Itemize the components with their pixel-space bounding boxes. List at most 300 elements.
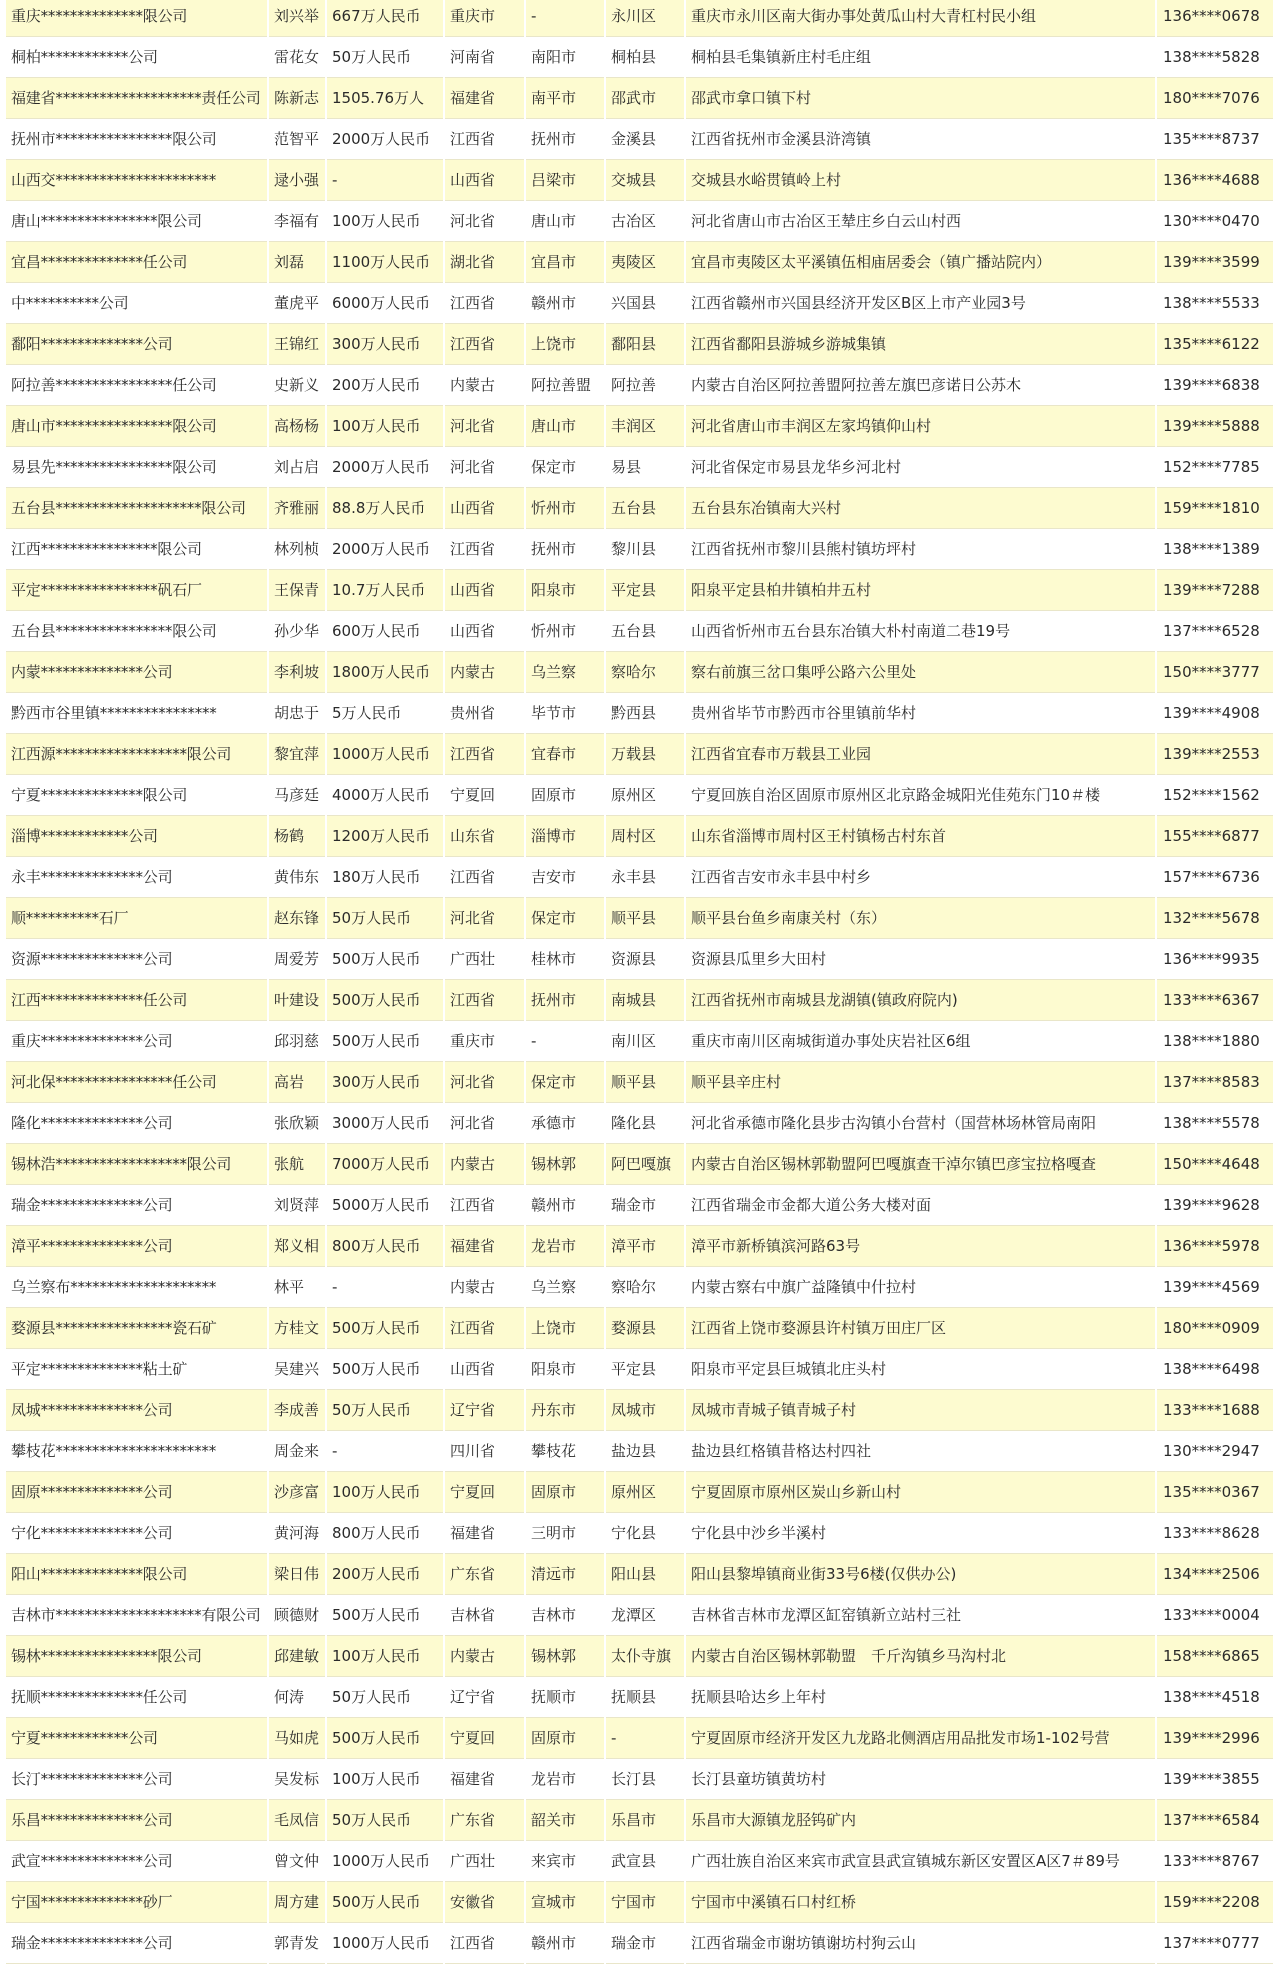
phone-cell: 138****4518 [1156, 1677, 1274, 1718]
province-cell: 贵州省 [444, 693, 525, 734]
province-cell: 江西省 [444, 980, 525, 1021]
registered-capital-cell: 667万人民币 [326, 0, 444, 37]
registered-capital-cell: 6000万人民币 [326, 283, 444, 324]
table-row [6, 1431, 1274, 1472]
company-name-cell: 五台县****************限公司 [6, 611, 268, 652]
address-cell: 盐边县红格镇昔格达村四社 [685, 1431, 1156, 1472]
district-cell: 漳平市 [605, 1226, 685, 1267]
legal-rep-cell: 曾文仲 [268, 1841, 326, 1882]
legal-rep-cell: 马如虎 [268, 1718, 326, 1759]
company-name-cell: 锡林浩******************限公司 [6, 1144, 268, 1185]
table-row [6, 1185, 1274, 1226]
table-row [6, 324, 1274, 365]
address-cell: 桐柏县毛集镇新庄村毛庄组 [685, 37, 1156, 78]
registered-capital-cell: 2000万人民币 [326, 529, 444, 570]
registered-capital-cell: 50万人民币 [326, 1800, 444, 1841]
phone-cell: 150****3777 [1156, 652, 1274, 693]
phone-cell: 150****4648 [1156, 1144, 1274, 1185]
province-cell: 江西省 [444, 529, 525, 570]
province-cell: 内蒙古 [444, 652, 525, 693]
legal-rep-cell: 林平 [268, 1267, 326, 1308]
registered-capital-cell: 500万人民币 [326, 1718, 444, 1759]
legal-rep-cell: 逯小强 [268, 160, 326, 201]
province-cell: 内蒙古 [444, 1144, 525, 1185]
phone-cell: 138****6498 [1156, 1349, 1274, 1390]
company-name-cell: 永丰**************公司 [6, 857, 268, 898]
company-name-cell: 乌兰察布******************** [6, 1267, 268, 1308]
legal-rep-cell: 刘磊 [268, 242, 326, 283]
legal-rep-cell: 高岩 [268, 1062, 326, 1103]
table-row [6, 37, 1274, 78]
registered-capital-cell: 1000万人民币 [326, 1841, 444, 1882]
phone-cell: 130****2947 [1156, 1431, 1274, 1472]
district-cell: 丰润区 [605, 406, 685, 447]
district-cell: 乐昌市 [605, 1800, 685, 1841]
phone-cell: 158****6865 [1156, 1636, 1274, 1677]
province-cell: 福建省 [444, 1759, 525, 1800]
province-cell: 江西省 [444, 324, 525, 365]
legal-rep-cell: 黄伟东 [268, 857, 326, 898]
registered-capital-cell: 50万人民币 [326, 37, 444, 78]
company-name-cell: 长汀**************公司 [6, 1759, 268, 1800]
company-name-cell: 平定**************粘土矿 [6, 1349, 268, 1390]
district-cell: 夷陵区 [605, 242, 685, 283]
legal-rep-cell: 郑义相 [268, 1226, 326, 1267]
address-cell: 内蒙古自治区锡林郭勒盟阿巴嘎旗查干淖尔镇巴彦宝拉格嘎查 [685, 1144, 1156, 1185]
district-cell: 永川区 [605, 0, 685, 37]
registered-capital-cell: 50万人民币 [326, 898, 444, 939]
legal-rep-cell: 史新义 [268, 365, 326, 406]
city-cell: 保定市 [525, 447, 605, 488]
registered-capital-cell: 500万人民币 [326, 1882, 444, 1923]
city-cell: 抚州市 [525, 119, 605, 160]
legal-rep-cell: 周金来 [268, 1431, 326, 1472]
address-cell: 阳山县黎埠镇商业街33号6楼(仅供办公) [685, 1554, 1156, 1595]
city-cell: 唐山市 [525, 201, 605, 242]
phone-cell: 133****8767 [1156, 1841, 1274, 1882]
district-cell: 黔西县 [605, 693, 685, 734]
legal-rep-cell: 齐雅丽 [268, 488, 326, 529]
city-cell: 抚州市 [525, 529, 605, 570]
registered-capital-cell: 300万人民币 [326, 1062, 444, 1103]
province-cell: 福建省 [444, 1226, 525, 1267]
company-name-cell: 抚州市****************限公司 [6, 119, 268, 160]
province-cell: 河北省 [444, 1062, 525, 1103]
company-name-cell: 山西交********************** [6, 160, 268, 201]
city-cell: 南阳市 [525, 37, 605, 78]
phone-cell: 139****3599 [1156, 242, 1274, 283]
province-cell: 四川省 [444, 1431, 525, 1472]
company-name-cell: 宜昌**************任公司 [6, 242, 268, 283]
address-cell: 宁夏回族自治区固原市原州区北京路金城阳光佳苑东门10＃楼 [685, 775, 1156, 816]
address-cell: 察右前旗三岔口集呼公路六公里处 [685, 652, 1156, 693]
district-cell: 婺源县 [605, 1308, 685, 1349]
company-name-cell: 瑞金**************公司 [6, 1923, 268, 1964]
registered-capital-cell: 1505.76万人 [326, 78, 444, 119]
address-cell: 宜昌市夷陵区太平溪镇伍相庙居委会（镇广播站院内） [685, 242, 1156, 283]
address-cell: 乐昌市大源镇龙胫钨矿内 [685, 1800, 1156, 1841]
city-cell: 宜春市 [525, 734, 605, 775]
legal-rep-cell: 毛凤信 [268, 1800, 326, 1841]
district-cell: 平定县 [605, 1349, 685, 1390]
city-cell: 桂林市 [525, 939, 605, 980]
company-name-cell: 攀枝花********************** [6, 1431, 268, 1472]
phone-cell: 136****4688 [1156, 160, 1274, 201]
address-cell: 河北省唐山市丰润区左家坞镇仰山村 [685, 406, 1156, 447]
address-cell: 江西省上饶市婺源县许村镇万田庄厂区 [685, 1308, 1156, 1349]
registered-capital-cell: 200万人民币 [326, 365, 444, 406]
address-cell: 重庆市永川区南大街办事处黄瓜山村大青杠村民小组 [685, 0, 1156, 37]
city-cell: 吕梁市 [525, 160, 605, 201]
table-row [6, 939, 1274, 980]
legal-rep-cell: 王保青 [268, 570, 326, 611]
registered-capital-cell: 500万人民币 [326, 939, 444, 980]
province-cell: 宁夏回 [444, 1718, 525, 1759]
legal-rep-cell: 吴建兴 [268, 1349, 326, 1390]
registered-capital-cell: 5万人民币 [326, 693, 444, 734]
city-cell: 赣州市 [525, 1923, 605, 1964]
address-cell: 内蒙古自治区锡林郭勒盟 千斤沟镇乡马沟村北 [685, 1636, 1156, 1677]
legal-rep-cell: 马彦廷 [268, 775, 326, 816]
province-cell: 山东省 [444, 816, 525, 857]
address-cell: 阳泉平定县柏井镇柏井五村 [685, 570, 1156, 611]
table-row [6, 1144, 1274, 1185]
company-name-cell: 内蒙**************公司 [6, 652, 268, 693]
address-cell: 交城县水峪贯镇岭上村 [685, 160, 1156, 201]
registered-capital-cell: 5000万人民币 [326, 1185, 444, 1226]
company-name-cell: 乐昌**************公司 [6, 1800, 268, 1841]
registered-capital-cell: 500万人民币 [326, 1021, 444, 1062]
table-row [6, 1759, 1274, 1800]
company-name-cell: 桐柏************公司 [6, 37, 268, 78]
city-cell: 三明市 [525, 1513, 605, 1554]
phone-cell: 137****6528 [1156, 611, 1274, 652]
province-cell: 河南省 [444, 37, 525, 78]
table-row [6, 1226, 1274, 1267]
district-cell: - [605, 1718, 685, 1759]
district-cell: 宁化县 [605, 1513, 685, 1554]
district-cell: 凤城市 [605, 1390, 685, 1431]
address-cell: 江西省瑞金市金都大道公务大楼对面 [685, 1185, 1156, 1226]
city-cell: 阿拉善盟 [525, 365, 605, 406]
company-name-cell: 婺源县****************瓷石矿 [6, 1308, 268, 1349]
phone-cell: 139****4569 [1156, 1267, 1274, 1308]
phone-cell: 138****5578 [1156, 1103, 1274, 1144]
legal-rep-cell: 杨鹤 [268, 816, 326, 857]
district-cell: 黎川县 [605, 529, 685, 570]
province-cell: 河北省 [444, 406, 525, 447]
company-name-cell: 宁夏**************限公司 [6, 775, 268, 816]
company-name-cell: 固原**************公司 [6, 1472, 268, 1513]
registered-capital-cell: 1000万人民币 [326, 734, 444, 775]
province-cell: 山西省 [444, 488, 525, 529]
company-name-cell: 江西源******************限公司 [6, 734, 268, 775]
province-cell: 山西省 [444, 611, 525, 652]
city-cell: 攀枝花 [525, 1431, 605, 1472]
address-cell: 宁国市中溪镇石口村红桥 [685, 1882, 1156, 1923]
table-row [6, 1841, 1274, 1882]
registered-capital-cell: 100万人民币 [326, 1636, 444, 1677]
registered-capital-cell: 3000万人民币 [326, 1103, 444, 1144]
address-cell: 河北省保定市易县龙华乡河北村 [685, 447, 1156, 488]
city-cell: 清远市 [525, 1554, 605, 1595]
address-cell: 凤城市青城子镇青城子村 [685, 1390, 1156, 1431]
table-body [6, 0, 1274, 1964]
table-row [6, 1513, 1274, 1554]
legal-rep-cell: 孙少华 [268, 611, 326, 652]
address-cell: 江西省抚州市南城县龙湖镇(镇政府院内) [685, 980, 1156, 1021]
city-cell: 唐山市 [525, 406, 605, 447]
district-cell: 交城县 [605, 160, 685, 201]
district-cell: 桐柏县 [605, 37, 685, 78]
city-cell: 阳泉市 [525, 570, 605, 611]
address-cell: 顺平县辛庄村 [685, 1062, 1156, 1103]
phone-cell: 139****5888 [1156, 406, 1274, 447]
table-row [6, 1062, 1274, 1103]
table-row [6, 1636, 1274, 1677]
address-cell: 顺平县台鱼乡南康关村（东） [685, 898, 1156, 939]
legal-rep-cell: 叶建设 [268, 980, 326, 1021]
phone-cell: 152****1562 [1156, 775, 1274, 816]
company-name-cell: 宁国**************砂厂 [6, 1882, 268, 1923]
table-row [6, 0, 1274, 37]
legal-rep-cell: 沙彦富 [268, 1472, 326, 1513]
legal-rep-cell: 郭青发 [268, 1923, 326, 1964]
legal-rep-cell: 高杨杨 [268, 406, 326, 447]
table-row [6, 447, 1274, 488]
address-cell: 重庆市南川区南城街道办事处庆岩社区6组 [685, 1021, 1156, 1062]
city-cell: 锡林郭 [525, 1636, 605, 1677]
company-name-cell: 淄博************公司 [6, 816, 268, 857]
province-cell: 江西省 [444, 857, 525, 898]
registered-capital-cell: 50万人民币 [326, 1677, 444, 1718]
district-cell: 南川区 [605, 1021, 685, 1062]
registered-capital-cell: 1800万人民币 [326, 652, 444, 693]
legal-rep-cell: 吴发标 [268, 1759, 326, 1800]
phone-cell: 133****1688 [1156, 1390, 1274, 1431]
legal-rep-cell: 方桂文 [268, 1308, 326, 1349]
table-row [6, 898, 1274, 939]
phone-cell: 139****9628 [1156, 1185, 1274, 1226]
city-cell: 吉安市 [525, 857, 605, 898]
address-cell: 宁夏固原市原州区炭山乡新山村 [685, 1472, 1156, 1513]
phone-cell: 139****7288 [1156, 570, 1274, 611]
company-name-cell: 重庆**************限公司 [6, 0, 268, 37]
district-cell: 周村区 [605, 816, 685, 857]
city-cell: 宣城市 [525, 1882, 605, 1923]
company-name-cell: 五台县********************限公司 [6, 488, 268, 529]
legal-rep-cell: 黄河海 [268, 1513, 326, 1554]
table-row [6, 1390, 1274, 1431]
district-cell: 资源县 [605, 939, 685, 980]
company-name-cell: 鄱阳**************公司 [6, 324, 268, 365]
registered-capital-cell: 600万人民币 [326, 611, 444, 652]
address-cell: 江西省鄱阳县游城乡游城集镇 [685, 324, 1156, 365]
district-cell: 易县 [605, 447, 685, 488]
city-cell: 上饶市 [525, 324, 605, 365]
registered-capital-cell: 500万人民币 [326, 1349, 444, 1390]
legal-rep-cell: 林列桢 [268, 529, 326, 570]
table-row [6, 652, 1274, 693]
district-cell: 抚顺县 [605, 1677, 685, 1718]
registered-capital-cell: 800万人民币 [326, 1226, 444, 1267]
district-cell: 五台县 [605, 611, 685, 652]
district-cell: 察哈尔 [605, 1267, 685, 1308]
province-cell: 江西省 [444, 283, 525, 324]
district-cell: 原州区 [605, 1472, 685, 1513]
registered-capital-cell: 800万人民币 [326, 1513, 444, 1554]
province-cell: 内蒙古 [444, 1267, 525, 1308]
company-name-cell: 唐山市****************限公司 [6, 406, 268, 447]
phone-cell: 139****2996 [1156, 1718, 1274, 1759]
registered-capital-cell: 50万人民币 [326, 1390, 444, 1431]
registered-capital-cell: 4000万人民币 [326, 775, 444, 816]
phone-cell: 136****9935 [1156, 939, 1274, 980]
registered-capital-cell: 100万人民币 [326, 201, 444, 242]
province-cell: 福建省 [444, 1513, 525, 1554]
table-row [6, 1595, 1274, 1636]
district-cell: 鄱阳县 [605, 324, 685, 365]
registered-capital-cell: 200万人民币 [326, 1554, 444, 1595]
district-cell: 平定县 [605, 570, 685, 611]
city-cell: 抚州市 [525, 980, 605, 1021]
table-row [6, 1308, 1274, 1349]
district-cell: 顺平县 [605, 898, 685, 939]
company-name-cell: 吉林市********************有限公司 [6, 1595, 268, 1636]
district-cell: 古冶区 [605, 201, 685, 242]
city-cell: 淄博市 [525, 816, 605, 857]
address-cell: 江西省赣州市兴国县经济开发区B区上市产业园3号 [685, 283, 1156, 324]
legal-rep-cell: 胡忠于 [268, 693, 326, 734]
phone-cell: 138****1389 [1156, 529, 1274, 570]
company-name-cell: 中**********公司 [6, 283, 268, 324]
province-cell: 山西省 [444, 570, 525, 611]
province-cell: 宁夏回 [444, 1472, 525, 1513]
company-name-cell: 黔西市谷里镇**************** [6, 693, 268, 734]
table-row [6, 201, 1274, 242]
table-row [6, 1554, 1274, 1595]
province-cell: 内蒙古 [444, 365, 525, 406]
district-cell: 南城县 [605, 980, 685, 1021]
province-cell: 福建省 [444, 78, 525, 119]
phone-cell: 135****6122 [1156, 324, 1274, 365]
table-row [6, 488, 1274, 529]
city-cell: - [525, 0, 605, 37]
address-cell: 江西省宜春市万载县工业园 [685, 734, 1156, 775]
phone-cell: 136****5978 [1156, 1226, 1274, 1267]
registered-capital-cell: 1200万人民币 [326, 816, 444, 857]
table-row [6, 570, 1274, 611]
city-cell: 固原市 [525, 1472, 605, 1513]
company-name-cell: 重庆**************公司 [6, 1021, 268, 1062]
district-cell: 盐边县 [605, 1431, 685, 1472]
legal-rep-cell: 李成善 [268, 1390, 326, 1431]
province-cell: 广东省 [444, 1554, 525, 1595]
table-row [6, 119, 1274, 160]
city-cell: 忻州市 [525, 611, 605, 652]
province-cell: 辽宁省 [444, 1677, 525, 1718]
city-cell: 南平市 [525, 78, 605, 119]
phone-cell: 138****5533 [1156, 283, 1274, 324]
address-cell: 广西壮族自治区来宾市武宣县武宣镇城东新区安置区A区7＃89号 [685, 1841, 1156, 1882]
address-cell: 河北省承德市隆化县步古沟镇小台营村（国营林场林管局南阳 [685, 1103, 1156, 1144]
province-cell: 江西省 [444, 1185, 525, 1226]
legal-rep-cell: 范智平 [268, 119, 326, 160]
legal-rep-cell: 李利坡 [268, 652, 326, 693]
registered-capital-cell: 7000万人民币 [326, 1144, 444, 1185]
address-cell: 长汀县童坊镇黄坊村 [685, 1759, 1156, 1800]
district-cell: 宁国市 [605, 1882, 685, 1923]
city-cell: 韶关市 [525, 1800, 605, 1841]
table-row [6, 775, 1274, 816]
city-cell: - [525, 1021, 605, 1062]
legal-rep-cell: 张欣颖 [268, 1103, 326, 1144]
city-cell: 承德市 [525, 1103, 605, 1144]
phone-cell: 138****5828 [1156, 37, 1274, 78]
phone-cell: 155****6877 [1156, 816, 1274, 857]
registered-capital-cell: 88.8万人民币 [326, 488, 444, 529]
address-cell: 宁化县中沙乡半溪村 [685, 1513, 1156, 1554]
phone-cell: 134****2506 [1156, 1554, 1274, 1595]
registered-capital-cell: 500万人民币 [326, 980, 444, 1021]
legal-rep-cell: 何涛 [268, 1677, 326, 1718]
province-cell: 宁夏回 [444, 775, 525, 816]
company-name-cell: 抚顺**************任公司 [6, 1677, 268, 1718]
city-cell: 锡林郭 [525, 1144, 605, 1185]
legal-rep-cell: 周方建 [268, 1882, 326, 1923]
city-cell: 赣州市 [525, 283, 605, 324]
company-name-cell: 阿拉善****************任公司 [6, 365, 268, 406]
table-row [6, 406, 1274, 447]
legal-rep-cell: 李福有 [268, 201, 326, 242]
table-row [6, 1677, 1274, 1718]
phone-cell: 139****3855 [1156, 1759, 1274, 1800]
city-cell: 抚顺市 [525, 1677, 605, 1718]
registered-capital-cell: 10.7万人民币 [326, 570, 444, 611]
legal-rep-cell: 邱建敏 [268, 1636, 326, 1677]
phone-cell: 137****8583 [1156, 1062, 1274, 1103]
province-cell: 内蒙古 [444, 1636, 525, 1677]
legal-rep-cell: 张航 [268, 1144, 326, 1185]
phone-cell: 135****0367 [1156, 1472, 1274, 1513]
phone-cell: 135****8737 [1156, 119, 1274, 160]
address-cell: 内蒙古察右中旗广益隆镇中什拉村 [685, 1267, 1156, 1308]
province-cell: 广西壮 [444, 939, 525, 980]
phone-cell: 157****6736 [1156, 857, 1274, 898]
province-cell: 江西省 [444, 1923, 525, 1964]
legal-rep-cell: 黎宜萍 [268, 734, 326, 775]
city-cell: 乌兰察 [525, 652, 605, 693]
district-cell: 万载县 [605, 734, 685, 775]
city-cell: 保定市 [525, 898, 605, 939]
province-cell: 河北省 [444, 447, 525, 488]
table-row [6, 611, 1274, 652]
district-cell: 兴国县 [605, 283, 685, 324]
company-name-cell: 易县先****************限公司 [6, 447, 268, 488]
province-cell: 广东省 [444, 1800, 525, 1841]
table-row [6, 160, 1274, 201]
province-cell: 重庆市 [444, 1021, 525, 1062]
legal-rep-cell: 雷花女 [268, 37, 326, 78]
city-cell: 龙岩市 [525, 1226, 605, 1267]
district-cell: 邵武市 [605, 78, 685, 119]
province-cell: 吉林省 [444, 1595, 525, 1636]
district-cell: 阳山县 [605, 1554, 685, 1595]
table-row [6, 980, 1274, 1021]
district-cell: 五台县 [605, 488, 685, 529]
district-cell: 阿巴嘎旗 [605, 1144, 685, 1185]
city-cell: 吉林市 [525, 1595, 605, 1636]
